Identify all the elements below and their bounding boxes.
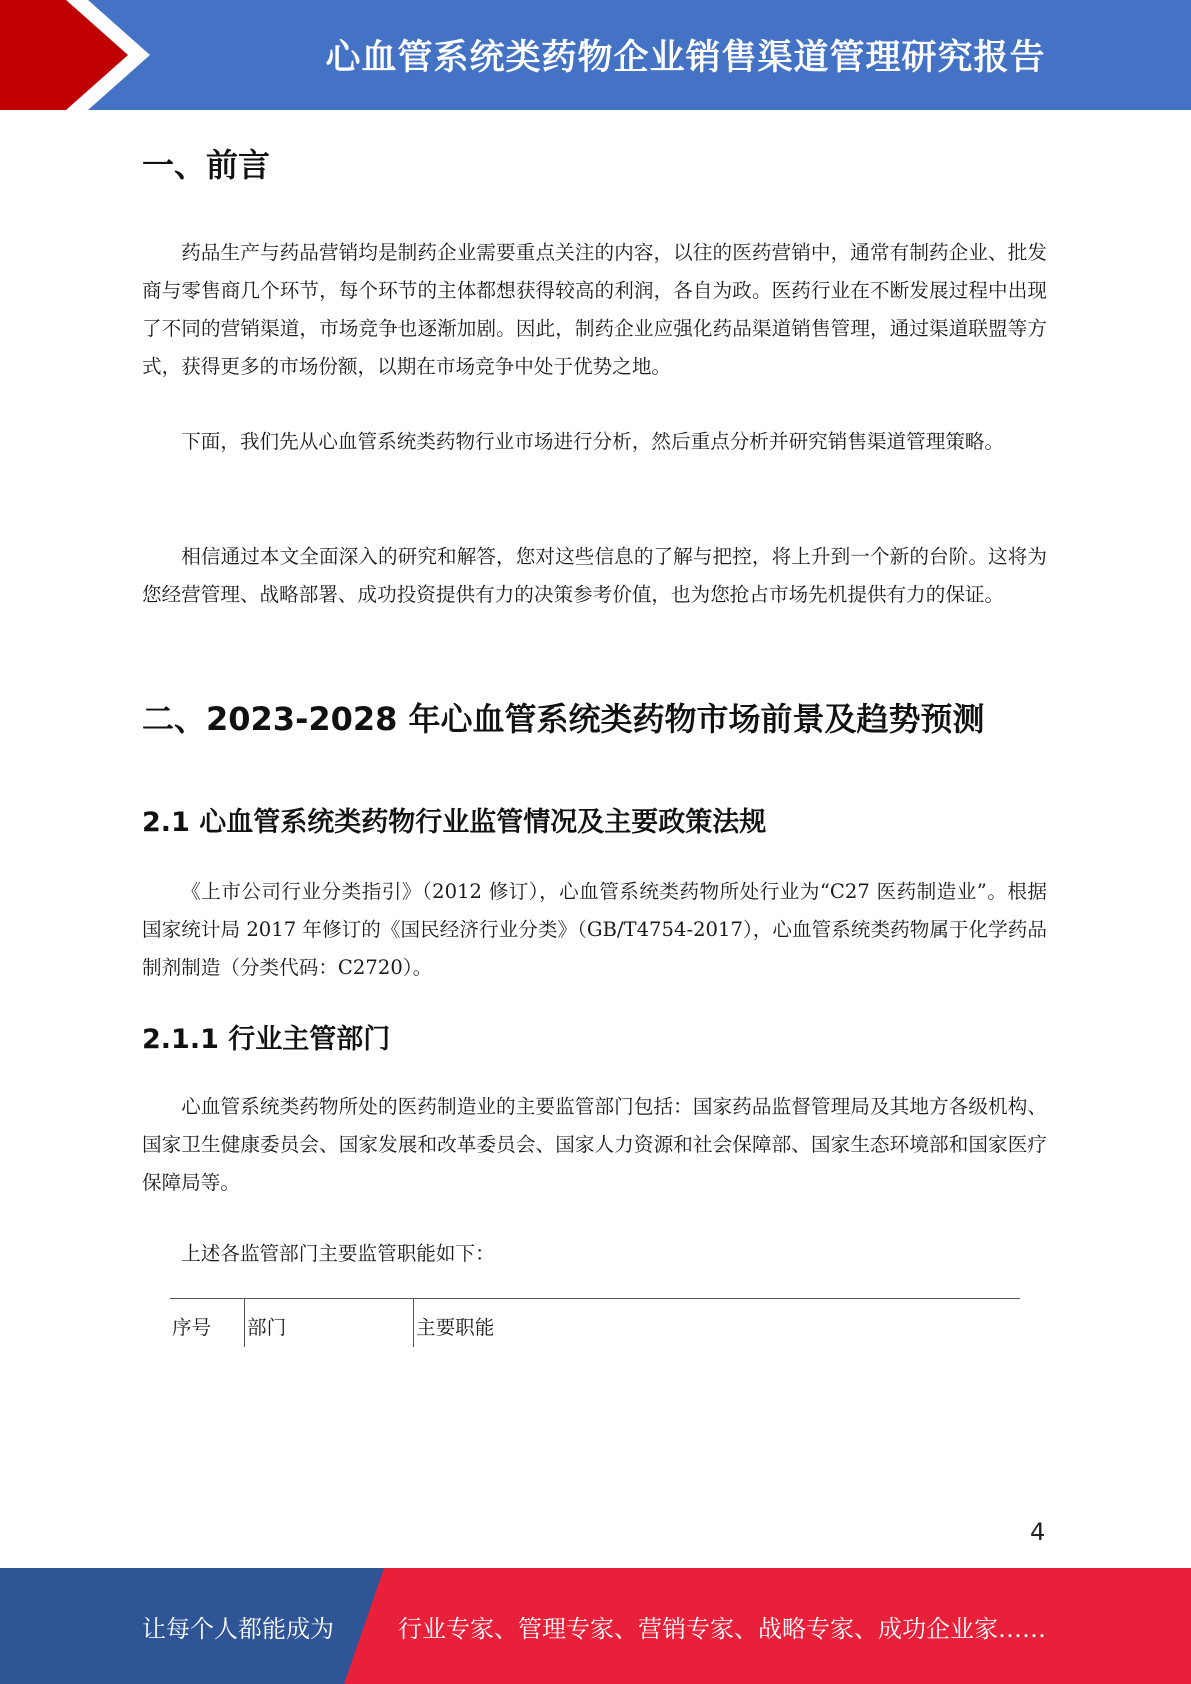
preface-paragraph-2: 下面，我们先从心血管系统类药物行业市场进行分析，然后重点分析并研究销售渠道管理策略。 — [181, 430, 1005, 453]
regulation-paragraph: 《上市公司行业分类指引》（2012 修订），心血管系统类药物所处行业为“C27 医药制造业”。根据国家统计局 2017 年修订的《国民经济行业分类》（GB/T4754-2017），心血管系统类药物属于化学药品制剂制造（分类代码：C2720）。 — [142, 880, 1047, 979]
page-number: 4 — [1030, 1518, 1046, 1546]
authorities-intro: 上述各监管部门主要监管职能如下： — [181, 1242, 495, 1265]
subsection-heading-regulation: 2.1 心血管系统类药物行业监管情况及主要政策法规 — [142, 807, 767, 838]
authorities-table — [170, 1298, 1020, 1347]
report-title: 心血管系统类药物企业销售渠道管理研究报告 — [325, 38, 1046, 78]
table-header-department: 部门 — [247, 1316, 287, 1339]
section-heading-preface: 一、前言 — [142, 146, 271, 184]
table-column-divider — [413, 1299, 414, 1347]
footer-slogan-left: 让每个人都能成为 — [142, 1614, 334, 1643]
table-header-function: 主要职能 — [416, 1316, 495, 1339]
authorities-paragraph: 心血管系统类药物所处的医药制造业的主要监管部门包括：国家药品监督管理局及其地方各级机构、国家卫生健康委员会、国家发展和改革委员会、国家人力资源和社会保障部、国家生态环境部和国家医疗保障局等。 — [142, 1095, 1047, 1194]
footer-band — [0, 1568, 1191, 1684]
header-arrow-icon — [0, 0, 200, 110]
preface-paragraph-1: 药品生产与药品营销均是制药企业需要重点关注的内容，以往的医药营销中，通常有制药企业、批发商与零售商几个环节，每个环节的主体都想获得较高的利润，各自为政。医药行业在不断发展过程中出现了不同的营销渠道，市场竞争也逐渐加剧。因此，制药企业应强化药品渠道销售管理，通过渠道联盟等方式，获得更多的市场份额，以期在市场竞争中处于优势之地。 — [142, 241, 1047, 378]
table-header-index: 序号 — [172, 1316, 212, 1339]
preface-paragraph-3: 相信通过本文全面深入的研究和解答，您对这些信息的了解与把控，将上升到一个新的台阶。这将为您经营管理、战略部署、成功投资提供有力的决策参考价值，也为您抢占市场先机提供有力的保证。 — [142, 545, 1047, 606]
table-column-divider — [244, 1299, 245, 1347]
subsection-heading-authorities: 2.1.1 行业主管部门 — [142, 1024, 391, 1055]
footer-slogan-right: 行业专家、管理专家、营销专家、战略专家、成功企业家…… — [398, 1614, 1046, 1643]
table-header-row — [170, 1299, 1020, 1347]
header-band — [0, 0, 1191, 110]
section-heading-forecast: 二、2023-2028 年心血管系统类药物市场前景及趋势预测 — [142, 700, 985, 738]
